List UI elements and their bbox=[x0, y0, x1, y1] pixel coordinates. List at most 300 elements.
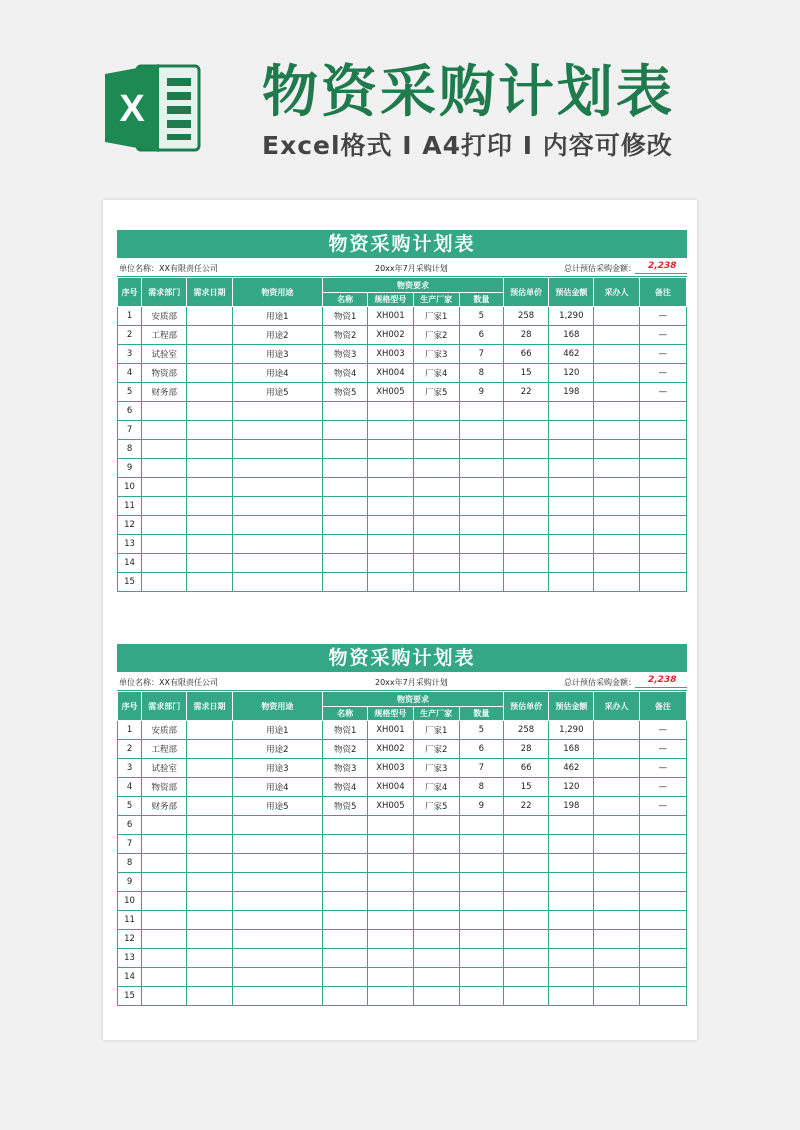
table-cell[interactable] bbox=[187, 930, 232, 949]
table-cell[interactable] bbox=[187, 459, 232, 478]
table-cell[interactable]: 198 bbox=[549, 383, 594, 402]
table-cell[interactable] bbox=[549, 930, 594, 949]
table-cell[interactable] bbox=[503, 573, 548, 592]
table-cell[interactable] bbox=[459, 873, 503, 892]
table-cell[interactable] bbox=[459, 516, 503, 535]
table-cell[interactable]: XH005 bbox=[368, 797, 413, 816]
table-cell[interactable]: 15 bbox=[503, 778, 548, 797]
table-cell[interactable] bbox=[594, 573, 639, 592]
table-cell[interactable]: XH001 bbox=[368, 307, 413, 326]
table-cell[interactable] bbox=[549, 816, 594, 835]
table-cell[interactable]: 12 bbox=[118, 930, 142, 949]
table-cell[interactable] bbox=[459, 459, 503, 478]
table-cell[interactable] bbox=[459, 478, 503, 497]
table-cell[interactable] bbox=[142, 873, 187, 892]
table-cell[interactable] bbox=[232, 459, 322, 478]
table-cell[interactable] bbox=[503, 930, 548, 949]
table-cell[interactable]: 2 bbox=[118, 740, 142, 759]
table-cell[interactable] bbox=[549, 402, 594, 421]
table-cell[interactable]: 14 bbox=[118, 968, 142, 987]
table-cell[interactable] bbox=[142, 835, 187, 854]
table-cell[interactable] bbox=[323, 459, 368, 478]
table-cell[interactable] bbox=[323, 573, 368, 592]
table-cell[interactable]: — bbox=[639, 721, 686, 740]
table-cell[interactable] bbox=[413, 459, 459, 478]
table-cell[interactable]: 用途5 bbox=[232, 797, 322, 816]
table-cell[interactable] bbox=[594, 535, 639, 554]
table-cell[interactable]: 物资2 bbox=[323, 326, 368, 345]
table-cell[interactable] bbox=[323, 554, 368, 573]
table-cell[interactable] bbox=[594, 987, 639, 1006]
table-cell[interactable] bbox=[368, 421, 413, 440]
table-cell[interactable] bbox=[549, 554, 594, 573]
table-cell[interactable] bbox=[368, 573, 413, 592]
table-cell[interactable] bbox=[594, 421, 639, 440]
table-cell[interactable] bbox=[549, 440, 594, 459]
table-cell[interactable]: XH004 bbox=[368, 364, 413, 383]
table-cell[interactable] bbox=[594, 326, 639, 345]
table-cell[interactable] bbox=[187, 383, 232, 402]
table-cell[interactable]: 258 bbox=[503, 307, 548, 326]
table-cell[interactable]: — bbox=[639, 345, 686, 364]
table-cell[interactable]: 物资3 bbox=[323, 759, 368, 778]
table-cell[interactable] bbox=[323, 440, 368, 459]
table-cell[interactable]: 3 bbox=[118, 345, 142, 364]
table-cell[interactable] bbox=[639, 459, 686, 478]
table-cell[interactable] bbox=[187, 854, 232, 873]
table-cell[interactable]: 22 bbox=[503, 383, 548, 402]
table-cell[interactable]: — bbox=[639, 797, 686, 816]
table-cell[interactable] bbox=[232, 440, 322, 459]
table-cell[interactable] bbox=[639, 497, 686, 516]
table-cell[interactable] bbox=[187, 421, 232, 440]
table-cell[interactable]: 用途1 bbox=[232, 307, 322, 326]
table-cell[interactable] bbox=[187, 364, 232, 383]
table-cell[interactable]: 168 bbox=[549, 326, 594, 345]
table-cell[interactable] bbox=[459, 987, 503, 1006]
table-cell[interactable] bbox=[413, 421, 459, 440]
table-cell[interactable] bbox=[549, 892, 594, 911]
table-cell[interactable]: 15 bbox=[118, 987, 142, 1006]
table-cell[interactable] bbox=[594, 797, 639, 816]
table-cell[interactable] bbox=[187, 911, 232, 930]
table-cell[interactable] bbox=[594, 721, 639, 740]
table-cell[interactable] bbox=[413, 930, 459, 949]
table-cell[interactable] bbox=[142, 554, 187, 573]
table-cell[interactable]: 物资4 bbox=[323, 364, 368, 383]
table-cell[interactable] bbox=[549, 497, 594, 516]
table-cell[interactable]: 6 bbox=[459, 740, 503, 759]
table-cell[interactable]: 厂家1 bbox=[413, 307, 459, 326]
table-cell[interactable] bbox=[142, 402, 187, 421]
table-cell[interactable] bbox=[503, 987, 548, 1006]
table-cell[interactable] bbox=[459, 816, 503, 835]
table-cell[interactable] bbox=[413, 873, 459, 892]
table-cell[interactable]: 厂家3 bbox=[413, 345, 459, 364]
table-cell[interactable]: XH001 bbox=[368, 721, 413, 740]
table-cell[interactable] bbox=[639, 835, 686, 854]
table-cell[interactable] bbox=[639, 421, 686, 440]
table-cell[interactable]: 13 bbox=[118, 949, 142, 968]
table-cell[interactable] bbox=[503, 478, 548, 497]
table-cell[interactable] bbox=[639, 892, 686, 911]
table-cell[interactable] bbox=[368, 554, 413, 573]
table-cell[interactable] bbox=[549, 459, 594, 478]
table-cell[interactable]: 15 bbox=[118, 573, 142, 592]
table-cell[interactable] bbox=[232, 535, 322, 554]
table-cell[interactable] bbox=[503, 440, 548, 459]
table-cell[interactable] bbox=[459, 930, 503, 949]
table-cell[interactable]: 物资1 bbox=[323, 721, 368, 740]
table-cell[interactable] bbox=[323, 835, 368, 854]
table-cell[interactable] bbox=[323, 402, 368, 421]
table-cell[interactable]: 物资5 bbox=[323, 797, 368, 816]
table-cell[interactable] bbox=[503, 873, 548, 892]
table-cell[interactable] bbox=[323, 516, 368, 535]
table-cell[interactable] bbox=[142, 854, 187, 873]
table-cell[interactable] bbox=[142, 440, 187, 459]
table-cell[interactable] bbox=[232, 987, 322, 1006]
table-cell[interactable] bbox=[187, 949, 232, 968]
table-cell[interactable] bbox=[503, 535, 548, 554]
table-cell[interactable] bbox=[594, 816, 639, 835]
table-cell[interactable] bbox=[639, 930, 686, 949]
table-cell[interactable] bbox=[187, 345, 232, 364]
table-cell[interactable] bbox=[594, 968, 639, 987]
table-cell[interactable] bbox=[503, 554, 548, 573]
table-cell[interactable] bbox=[142, 535, 187, 554]
table-cell[interactable] bbox=[549, 854, 594, 873]
table-cell[interactable] bbox=[142, 930, 187, 949]
table-cell[interactable] bbox=[232, 968, 322, 987]
table-cell[interactable] bbox=[503, 854, 548, 873]
table-cell[interactable]: 用途4 bbox=[232, 778, 322, 797]
table-cell[interactable] bbox=[503, 949, 548, 968]
table-cell[interactable]: 8 bbox=[459, 778, 503, 797]
table-cell[interactable]: 8 bbox=[118, 854, 142, 873]
table-cell[interactable]: 用途5 bbox=[232, 383, 322, 402]
table-cell[interactable]: 6 bbox=[459, 326, 503, 345]
table-cell[interactable]: 6 bbox=[118, 402, 142, 421]
table-cell[interactable] bbox=[549, 968, 594, 987]
table-cell[interactable] bbox=[639, 516, 686, 535]
table-cell[interactable] bbox=[594, 345, 639, 364]
table-cell[interactable] bbox=[142, 478, 187, 497]
table-cell[interactable]: 8 bbox=[459, 364, 503, 383]
table-cell[interactable] bbox=[368, 949, 413, 968]
table-cell[interactable] bbox=[549, 873, 594, 892]
table-cell[interactable]: 1,290 bbox=[549, 721, 594, 740]
table-cell[interactable] bbox=[323, 987, 368, 1006]
table-cell[interactable] bbox=[459, 497, 503, 516]
table-cell[interactable] bbox=[503, 835, 548, 854]
table-cell[interactable] bbox=[368, 968, 413, 987]
table-cell[interactable] bbox=[323, 968, 368, 987]
table-cell[interactable] bbox=[323, 911, 368, 930]
table-cell[interactable]: 11 bbox=[118, 497, 142, 516]
table-cell[interactable] bbox=[187, 778, 232, 797]
table-cell[interactable]: 66 bbox=[503, 345, 548, 364]
table-cell[interactable]: 7 bbox=[459, 345, 503, 364]
table-cell[interactable] bbox=[142, 421, 187, 440]
table-cell[interactable]: 物资5 bbox=[323, 383, 368, 402]
table-cell[interactable] bbox=[413, 911, 459, 930]
table-cell[interactable] bbox=[594, 440, 639, 459]
table-cell[interactable]: 1 bbox=[118, 721, 142, 740]
table-cell[interactable]: 5 bbox=[118, 797, 142, 816]
table-cell[interactable]: 7 bbox=[118, 421, 142, 440]
table-cell[interactable] bbox=[459, 949, 503, 968]
table-cell[interactable] bbox=[639, 402, 686, 421]
table-cell[interactable] bbox=[594, 478, 639, 497]
table-cell[interactable] bbox=[142, 459, 187, 478]
table-cell[interactable] bbox=[459, 892, 503, 911]
table-cell[interactable]: 工程部 bbox=[142, 326, 187, 345]
table-cell[interactable] bbox=[232, 554, 322, 573]
table-cell[interactable] bbox=[368, 478, 413, 497]
table-cell[interactable] bbox=[323, 949, 368, 968]
table-cell[interactable] bbox=[549, 835, 594, 854]
table-cell[interactable]: 5 bbox=[459, 721, 503, 740]
table-cell[interactable]: 13 bbox=[118, 535, 142, 554]
table-cell[interactable] bbox=[413, 835, 459, 854]
table-cell[interactable] bbox=[594, 911, 639, 930]
table-cell[interactable]: 9 bbox=[459, 383, 503, 402]
table-cell[interactable] bbox=[594, 364, 639, 383]
table-cell[interactable] bbox=[413, 892, 459, 911]
table-cell[interactable]: 物资1 bbox=[323, 307, 368, 326]
table-cell[interactable] bbox=[549, 421, 594, 440]
table-cell[interactable]: 28 bbox=[503, 740, 548, 759]
table-cell[interactable] bbox=[142, 573, 187, 592]
table-cell[interactable]: 物资4 bbox=[323, 778, 368, 797]
table-cell[interactable] bbox=[232, 873, 322, 892]
table-cell[interactable] bbox=[142, 497, 187, 516]
table-cell[interactable]: XH002 bbox=[368, 326, 413, 345]
table-cell[interactable]: 安质部 bbox=[142, 307, 187, 326]
table-cell[interactable] bbox=[549, 535, 594, 554]
table-cell[interactable]: 用途2 bbox=[232, 740, 322, 759]
table-cell[interactable]: 物资部 bbox=[142, 364, 187, 383]
table-cell[interactable]: 462 bbox=[549, 345, 594, 364]
table-cell[interactable] bbox=[187, 740, 232, 759]
table-cell[interactable]: 厂家1 bbox=[413, 721, 459, 740]
table-cell[interactable] bbox=[639, 573, 686, 592]
table-cell[interactable] bbox=[639, 854, 686, 873]
table-cell[interactable]: XH003 bbox=[368, 759, 413, 778]
table-cell[interactable] bbox=[413, 554, 459, 573]
table-cell[interactable]: 试验室 bbox=[142, 759, 187, 778]
table-cell[interactable] bbox=[503, 516, 548, 535]
table-cell[interactable] bbox=[187, 554, 232, 573]
table-cell[interactable]: 10 bbox=[118, 478, 142, 497]
table-cell[interactable] bbox=[639, 440, 686, 459]
table-cell[interactable]: 14 bbox=[118, 554, 142, 573]
table-cell[interactable] bbox=[459, 968, 503, 987]
table-cell[interactable]: 用途3 bbox=[232, 345, 322, 364]
table-cell[interactable]: 1,290 bbox=[549, 307, 594, 326]
table-cell[interactable] bbox=[639, 873, 686, 892]
table-cell[interactable] bbox=[639, 968, 686, 987]
table-cell[interactable]: 9 bbox=[118, 459, 142, 478]
table-cell[interactable] bbox=[323, 854, 368, 873]
table-cell[interactable] bbox=[187, 440, 232, 459]
table-cell[interactable] bbox=[413, 987, 459, 1006]
table-cell[interactable]: 120 bbox=[549, 778, 594, 797]
table-cell[interactable] bbox=[594, 383, 639, 402]
table-cell[interactable] bbox=[413, 478, 459, 497]
table-cell[interactable] bbox=[549, 949, 594, 968]
table-cell[interactable] bbox=[413, 516, 459, 535]
table-cell[interactable] bbox=[368, 930, 413, 949]
table-cell[interactable] bbox=[187, 797, 232, 816]
table-cell[interactable] bbox=[639, 911, 686, 930]
table-cell[interactable]: 198 bbox=[549, 797, 594, 816]
table-cell[interactable] bbox=[459, 911, 503, 930]
table-cell[interactable] bbox=[368, 497, 413, 516]
table-cell[interactable] bbox=[594, 854, 639, 873]
table-cell[interactable] bbox=[503, 459, 548, 478]
table-cell[interactable] bbox=[142, 987, 187, 1006]
table-cell[interactable] bbox=[549, 478, 594, 497]
table-cell[interactable] bbox=[187, 535, 232, 554]
table-cell[interactable] bbox=[594, 873, 639, 892]
table-cell[interactable]: XH003 bbox=[368, 345, 413, 364]
table-cell[interactable] bbox=[323, 497, 368, 516]
table-cell[interactable] bbox=[459, 554, 503, 573]
table-cell[interactable]: 用途3 bbox=[232, 759, 322, 778]
table-cell[interactable] bbox=[187, 816, 232, 835]
table-cell[interactable]: 258 bbox=[503, 721, 548, 740]
table-cell[interactable] bbox=[594, 554, 639, 573]
table-cell[interactable] bbox=[142, 968, 187, 987]
table-cell[interactable]: 物资2 bbox=[323, 740, 368, 759]
table-cell[interactable] bbox=[187, 873, 232, 892]
table-cell[interactable]: 7 bbox=[118, 835, 142, 854]
table-cell[interactable] bbox=[413, 573, 459, 592]
table-cell[interactable] bbox=[594, 459, 639, 478]
table-cell[interactable]: 物资3 bbox=[323, 345, 368, 364]
table-cell[interactable] bbox=[232, 949, 322, 968]
table-cell[interactable] bbox=[639, 478, 686, 497]
table-cell[interactable] bbox=[594, 930, 639, 949]
table-cell[interactable] bbox=[503, 911, 548, 930]
table-cell[interactable] bbox=[232, 892, 322, 911]
table-cell[interactable] bbox=[549, 516, 594, 535]
table-cell[interactable] bbox=[142, 892, 187, 911]
table-cell[interactable] bbox=[639, 554, 686, 573]
table-cell[interactable]: 9 bbox=[118, 873, 142, 892]
table-cell[interactable]: — bbox=[639, 326, 686, 345]
table-cell[interactable] bbox=[187, 987, 232, 1006]
table-cell[interactable] bbox=[459, 440, 503, 459]
table-cell[interactable] bbox=[639, 949, 686, 968]
table-cell[interactable] bbox=[413, 949, 459, 968]
table-cell[interactable] bbox=[413, 854, 459, 873]
table-cell[interactable] bbox=[549, 911, 594, 930]
table-cell[interactable] bbox=[503, 892, 548, 911]
table-cell[interactable] bbox=[413, 535, 459, 554]
table-cell[interactable] bbox=[142, 949, 187, 968]
table-cell[interactable]: 8 bbox=[118, 440, 142, 459]
table-cell[interactable] bbox=[594, 307, 639, 326]
table-cell[interactable] bbox=[459, 402, 503, 421]
table-cell[interactable]: 1 bbox=[118, 307, 142, 326]
table-cell[interactable] bbox=[323, 421, 368, 440]
table-cell[interactable]: 用途1 bbox=[232, 721, 322, 740]
table-cell[interactable] bbox=[232, 930, 322, 949]
table-cell[interactable] bbox=[368, 459, 413, 478]
table-cell[interactable] bbox=[187, 835, 232, 854]
table-cell[interactable] bbox=[368, 987, 413, 1006]
table-cell[interactable] bbox=[368, 816, 413, 835]
table-cell[interactable]: 用途4 bbox=[232, 364, 322, 383]
table-cell[interactable] bbox=[503, 816, 548, 835]
table-cell[interactable] bbox=[594, 778, 639, 797]
table-cell[interactable] bbox=[187, 759, 232, 778]
table-cell[interactable]: XH004 bbox=[368, 778, 413, 797]
table-cell[interactable] bbox=[368, 402, 413, 421]
table-cell[interactable] bbox=[459, 573, 503, 592]
table-cell[interactable] bbox=[232, 516, 322, 535]
table-cell[interactable] bbox=[232, 402, 322, 421]
table-cell[interactable] bbox=[187, 497, 232, 516]
table-cell[interactable] bbox=[459, 835, 503, 854]
table-cell[interactable]: 厂家4 bbox=[413, 778, 459, 797]
table-cell[interactable] bbox=[594, 949, 639, 968]
table-cell[interactable]: 厂家5 bbox=[413, 797, 459, 816]
table-cell[interactable] bbox=[323, 892, 368, 911]
table-cell[interactable] bbox=[368, 535, 413, 554]
table-cell[interactable] bbox=[187, 892, 232, 911]
table-cell[interactable]: 22 bbox=[503, 797, 548, 816]
table-cell[interactable] bbox=[639, 816, 686, 835]
table-cell[interactable]: 28 bbox=[503, 326, 548, 345]
table-cell[interactable]: 厂家2 bbox=[413, 326, 459, 345]
table-cell[interactable]: — bbox=[639, 759, 686, 778]
table-cell[interactable] bbox=[413, 440, 459, 459]
table-cell[interactable] bbox=[232, 816, 322, 835]
table-cell[interactable]: — bbox=[639, 307, 686, 326]
table-cell[interactable]: 120 bbox=[549, 364, 594, 383]
table-cell[interactable] bbox=[594, 516, 639, 535]
table-cell[interactable]: 3 bbox=[118, 759, 142, 778]
table-cell[interactable] bbox=[323, 873, 368, 892]
table-cell[interactable] bbox=[368, 911, 413, 930]
table-cell[interactable]: — bbox=[639, 740, 686, 759]
table-cell[interactable]: 厂家2 bbox=[413, 740, 459, 759]
table-cell[interactable]: 462 bbox=[549, 759, 594, 778]
table-cell[interactable]: 9 bbox=[459, 797, 503, 816]
table-cell[interactable]: 厂家4 bbox=[413, 364, 459, 383]
table-cell[interactable] bbox=[413, 497, 459, 516]
table-cell[interactable] bbox=[187, 307, 232, 326]
table-cell[interactable]: 物资部 bbox=[142, 778, 187, 797]
table-cell[interactable] bbox=[368, 440, 413, 459]
table-cell[interactable] bbox=[323, 816, 368, 835]
table-cell[interactable] bbox=[503, 402, 548, 421]
table-cell[interactable] bbox=[594, 759, 639, 778]
table-cell[interactable]: 5 bbox=[118, 383, 142, 402]
table-cell[interactable] bbox=[594, 497, 639, 516]
table-cell[interactable]: 厂家3 bbox=[413, 759, 459, 778]
table-cell[interactable]: 66 bbox=[503, 759, 548, 778]
table-cell[interactable]: 12 bbox=[118, 516, 142, 535]
table-cell[interactable] bbox=[142, 516, 187, 535]
table-cell[interactable] bbox=[187, 478, 232, 497]
table-cell[interactable] bbox=[503, 968, 548, 987]
table-cell[interactable]: — bbox=[639, 383, 686, 402]
